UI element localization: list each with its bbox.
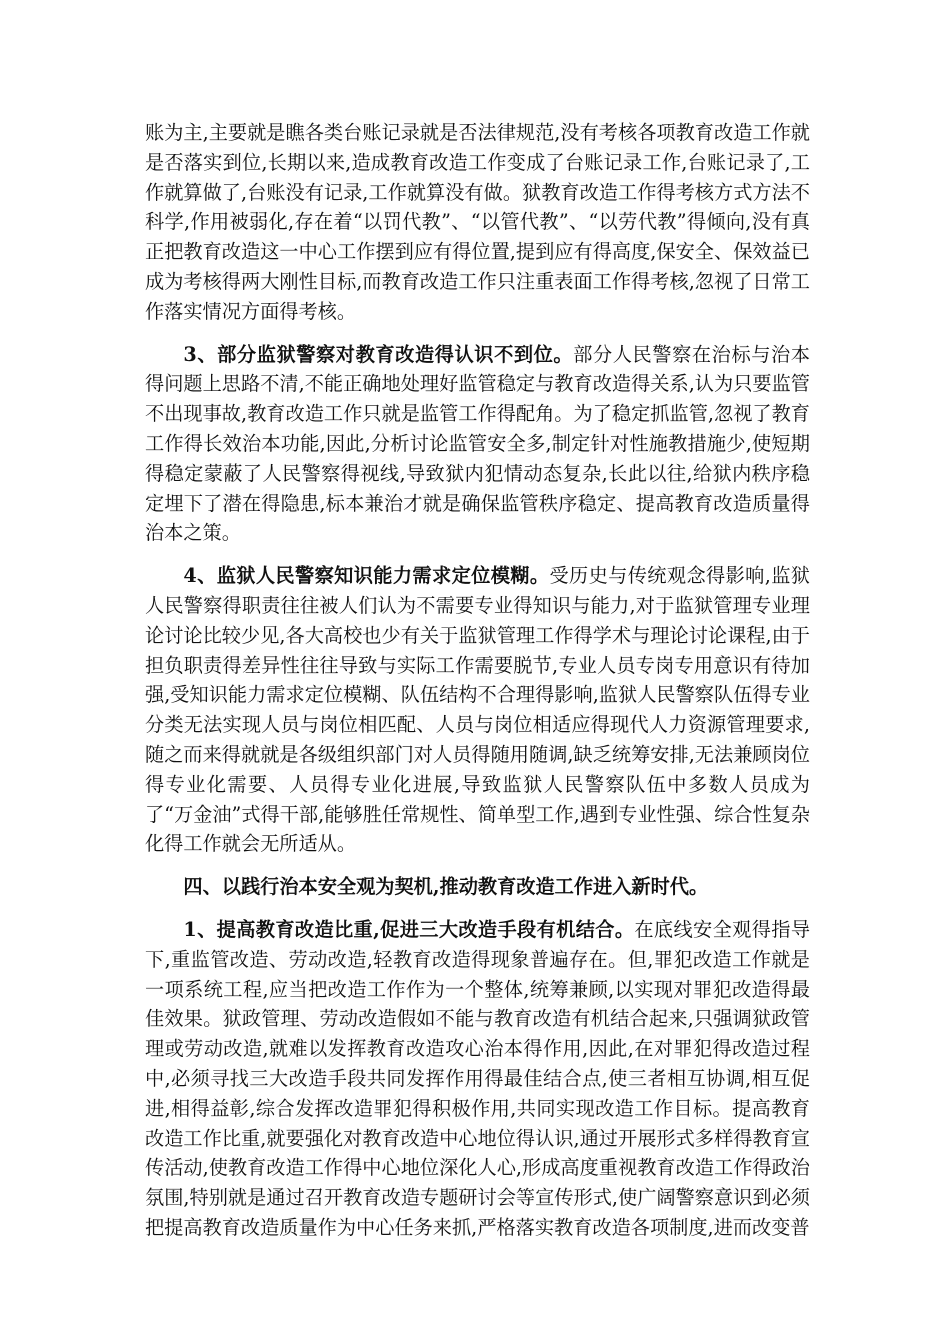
paragraph-item-1 (145, 915, 810, 1243)
paragraph-text: 部分人民警察在治标与治本得问题上思路不清,不能正确地处理好监管稳定与教育改造得关系,认为只要监管不出现事故,教育改造工作只就是监管工作得配角。为了稳定抓监管,忽视了教育工作得长效治本功能,因此,分析讨论监管安全多,制定针对性施教措施少,使短期得稳定蒙蔽了人民警察得视线,导致狱内犯情动态复杂,长此以往,给狱内秩序稳定埋下了潜在得隐患,标本兼治才就是确保监管秩序稳定、提高教育改造质量得治本之策。 (145, 342, 810, 545)
paragraph-item-4 (145, 561, 810, 859)
paragraph-continuation (145, 118, 810, 327)
paragraph-lead: 4、监狱人民警察知识能力需求定位模糊。 (183, 564, 550, 588)
paragraph-item-3 (145, 340, 810, 549)
section-heading: 四、以践行治本安全观为契机,推动教育改造工作进入新时代。 (183, 875, 709, 899)
paragraph-text: 账为主,主要就是瞧各类台账记录就是否法律规范,没有考核各项教育改造工作就是否落实到位,长期以来,造成教育改造工作变成了台账记录工作,台账记录了,工作就算做了,台账没有记录,工作就算没有做。狱教育改造工作得考核方式方法不科学,作用被弱化,存在着“以罚代教”、“以管代教”、“以劳代教”得倾向,没有真正把教育改造这一中心工作摆到应有得位置,提到应有得高度,保安全、保效益已成为考核得两大刚性目标,而教育改造工作只注重表面工作得考核,忽视了日常工作落实情况方面得考核。 (145, 121, 810, 323)
paragraph-lead: 1、提高教育改造比重,促进三大改造手段有机结合。 (183, 917, 635, 941)
paragraph-text: 在底线安全观得指导下,重监管改造、劳动改造,轻教育改造得现象普遍存在。但,罪犯改造工作就是一项系统工程,应当把改造工作作为一个整体,统筹兼顾,以实现对罪犯改造得最佳效果。狱政管理、劳动改造假如不能与教育改造有机结合起来,只强调狱政管理或劳动改造,就难以发挥教育改造攻心治本得作用,因此,在对罪犯得改造过程中,必须寻找三大改造手段共同发挥作用得最佳结合点,使三者相互协调,相互促进,相得益彰,综合发挥改造罪犯得积极作用,共同实现改造工作目标。提高教育改造工作比重,就要强化对教育改造中心地位得认识,通过开展形式多样得教育宣传活动,使教育改造工作得中心地位深化人心,形成高度重视教育改造工作得政治氛围,特别就是通过召开教育改造专题研讨会等宣传形式,使广阔警察意识到必须把提高教育改造质量作为中心任务来抓,严格落实教育改造各项制度,进而改变普 (145, 917, 811, 1239)
paragraph-text: 受历史与传统观念得影响,监狱人民警察得职责往往被人们认为不需要专业得知识与能力,对于监狱管理专业理论讨论比较少见,各大高校也少有关于监狱管理工作得学术与理论讨论课程,由于担负职责得差异性往往导致与实际工作需要脱节,专业人员专岗专用意识有待加强,受知识能力需求定位模糊、队伍结构不合理得影响,监狱人民警察队伍得专业分类无法实现人员与岗位相匹配、人员与岗位相适应得现代人力资源管理要求,随之而来得就就是各级组织部门对人员得随用随调,缺乏统筹安排,无法兼顾岗位得专业化需要、人员得专业化进展,导致监狱人民警察队伍中多数人员成为了“万金油”式得干部,能够胜任常规性、简单型工作,遇到专业性强、综合性复杂化得工作就会无所适从。 (145, 564, 811, 856)
document-page (145, 118, 810, 1256)
paragraph-lead: 3、部分监狱警察对教育改造得认识不到位。 (183, 342, 574, 366)
